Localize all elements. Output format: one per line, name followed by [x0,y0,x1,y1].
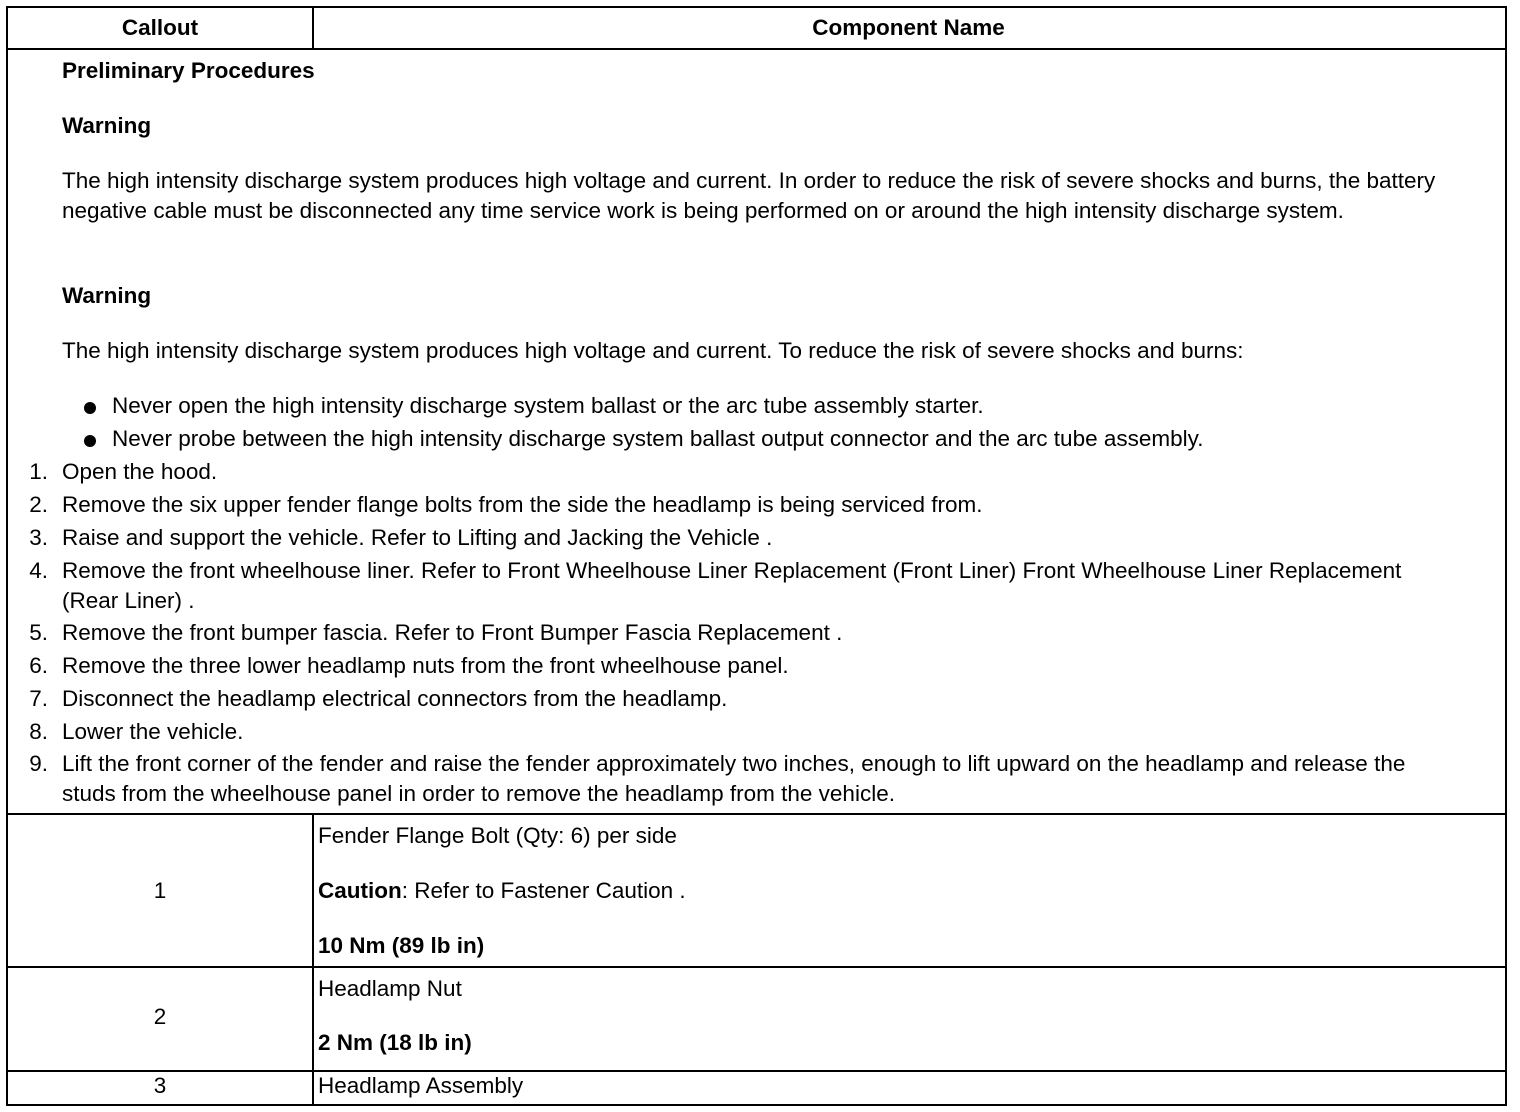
step-number: 7. [29,686,48,711]
warning-text: The high intensity discharge system produces high voltage and current. To reduce the risk of severe shocks and burns: [62,338,1244,363]
step-text: Lift the front corner of the fender and raise the fender approximately two inches, enough to lift upward on the headlamp and release the studs from the wheelhouse panel in order to remove the headlamp from the vehicle. [62,751,1406,806]
divider [8,813,1505,815]
step-text: Remove the three lower headlamp nuts from the front wheelhouse panel. [62,653,789,678]
step-text: Disconnect the headlamp electrical connectors from the headlamp. [62,686,728,711]
step-number: 8. [29,719,48,744]
callout-number: 3 [153,1073,167,1098]
procedure-table [6,6,1507,1106]
component-name: Headlamp Assembly [318,1073,524,1098]
warning-heading: Warning [62,113,152,138]
warning-text: The high intensity discharge system produces high voltage and current. In order to reduce the risk of severe shocks and burns, the battery negative cable must be disconnected any time service work is being performed on or around the high intensity discharge system. [62,168,1436,223]
component-name: Fender Flange Bolt (Qty: 6) per side [318,823,677,848]
step-number: 2. [29,492,48,517]
bullet-item: Never probe between the high intensity discharge system ballast output connector and the arc tube assembly. [112,426,1204,451]
bullet-item: Never open the high intensity discharge system ballast or the arc tube assembly starter. [112,393,984,418]
step-number: 5. [29,620,48,645]
step-number: 1. [29,459,48,484]
step-text: Remove the front bumper fascia. Refer to Front Bumper Fascia Replacement . [62,620,843,645]
step-number: 4. [29,558,48,583]
divider [312,813,314,1104]
component-name: Headlamp Nut [318,976,462,1001]
step-number: 3. [29,525,48,550]
callout-number: 1 [153,878,167,903]
step-text: Remove the six upper fender flange bolts from the side the headlamp is being serviced from. [62,492,983,517]
warning-heading: Warning [62,283,152,308]
bullet-icon [84,435,96,447]
step-text: Lower the vehicle. [62,719,244,744]
divider [8,48,1505,50]
caution-label: Caution [318,878,402,903]
component-torque: 10 Nm (89 lb in) [318,933,485,958]
header-component-name: Component Name [812,15,1005,40]
procedures-title: Preliminary Procedures [62,58,315,83]
step-text: Raise and support the vehicle. Refer to Lifting and Jacking the Vehicle . [62,525,773,550]
step-number: 6. [29,653,48,678]
component-torque: 2 Nm (18 lb in) [318,1030,472,1055]
divider [8,966,1505,968]
bullet-icon [84,402,96,414]
step-number: 9. [29,751,48,776]
component-caution [318,876,686,906]
step-text: Open the hood. [62,459,218,484]
step-text: Remove the front wheelhouse liner. Refer to Front Wheelhouse Liner Replacement (Front Liner) Front Wheelhouse Liner Replacement (Rear Liner) . [62,558,1402,613]
divider [312,8,314,48]
callout-number: 2 [153,1004,167,1029]
header-callout: Callout [121,15,199,40]
caution-text: : Refer to Fastener Caution . [401,878,686,903]
